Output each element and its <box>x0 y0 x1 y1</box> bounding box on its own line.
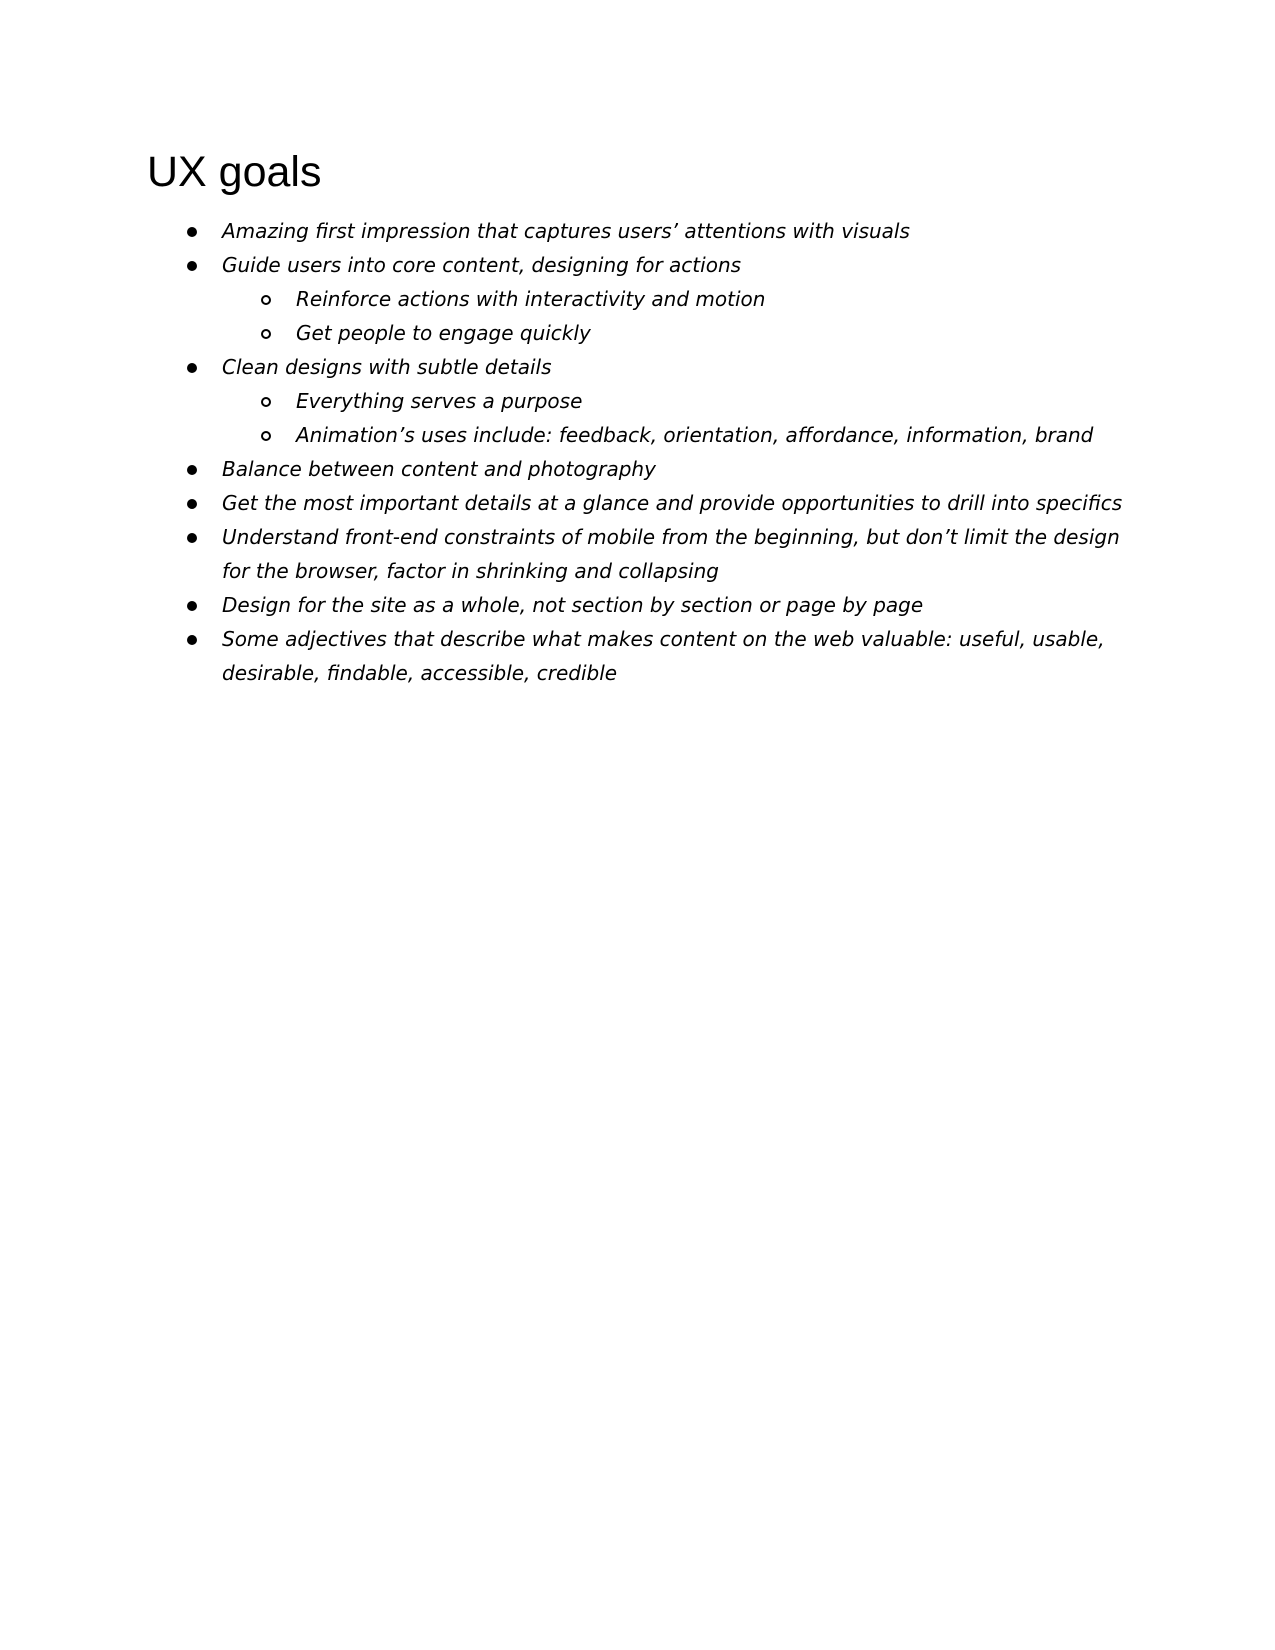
list-item <box>0 214 1275 248</box>
circle-bullet-icon <box>261 295 271 305</box>
circle-bullet-icon <box>261 329 271 339</box>
list-item <box>0 520 1122 588</box>
page-title: UX goals <box>147 148 322 196</box>
list-item <box>0 452 1275 486</box>
bullet-icon <box>187 533 197 543</box>
bullet-icon <box>187 363 197 373</box>
ux-goals-list <box>0 214 1275 690</box>
list-item-text: Design for the site as a whole, not section by section or page by page <box>222 593 924 617</box>
list-item <box>0 248 1275 282</box>
sub-list-item <box>0 418 1275 452</box>
bullet-icon <box>187 499 197 509</box>
list-item-text: Understand front-end constraints of mobile from the beginning, but don’t limit the design for the browser, factor in shrinking and collapsing <box>222 525 1120 583</box>
list-item-text: Get people to engage quickly <box>296 321 591 345</box>
list-item-text: Some adjectives that describe what makes content on the web valuable: useful, usable, desirable, findable, accessible, credible <box>222 627 1105 685</box>
list-item-text: Guide users into core content, designing for actions <box>222 253 742 277</box>
sub-list-item <box>0 384 1275 418</box>
list-item-text: Animation’s uses include: feedback, orientation, affordance, information, brand <box>296 423 1094 447</box>
list-item <box>0 486 1275 520</box>
sub-list-item <box>0 282 1275 316</box>
bullet-icon <box>187 261 197 271</box>
list-item-text: Reinforce actions with interactivity and motion <box>296 287 766 311</box>
circle-bullet-icon <box>261 431 271 441</box>
list-item-text: Amazing first impression that captures users’ attentions with visuals <box>222 219 910 243</box>
bullet-icon <box>187 601 197 611</box>
list-item-text: Get the most important details at a glance and provide opportunities to drill into specifics <box>222 491 1123 515</box>
list-item <box>0 622 1122 690</box>
bullet-icon <box>187 227 197 237</box>
list-item-text: Clean designs with subtle details <box>222 355 552 379</box>
circle-bullet-icon <box>261 397 271 407</box>
bullet-icon <box>187 635 197 645</box>
bullet-icon <box>187 465 197 475</box>
list-item <box>0 350 1275 384</box>
list-item-text: Everything serves a purpose <box>296 389 583 413</box>
list-item-text: Balance between content and photography <box>222 457 656 481</box>
sub-list-item <box>0 316 1275 350</box>
list-item <box>0 588 1275 622</box>
